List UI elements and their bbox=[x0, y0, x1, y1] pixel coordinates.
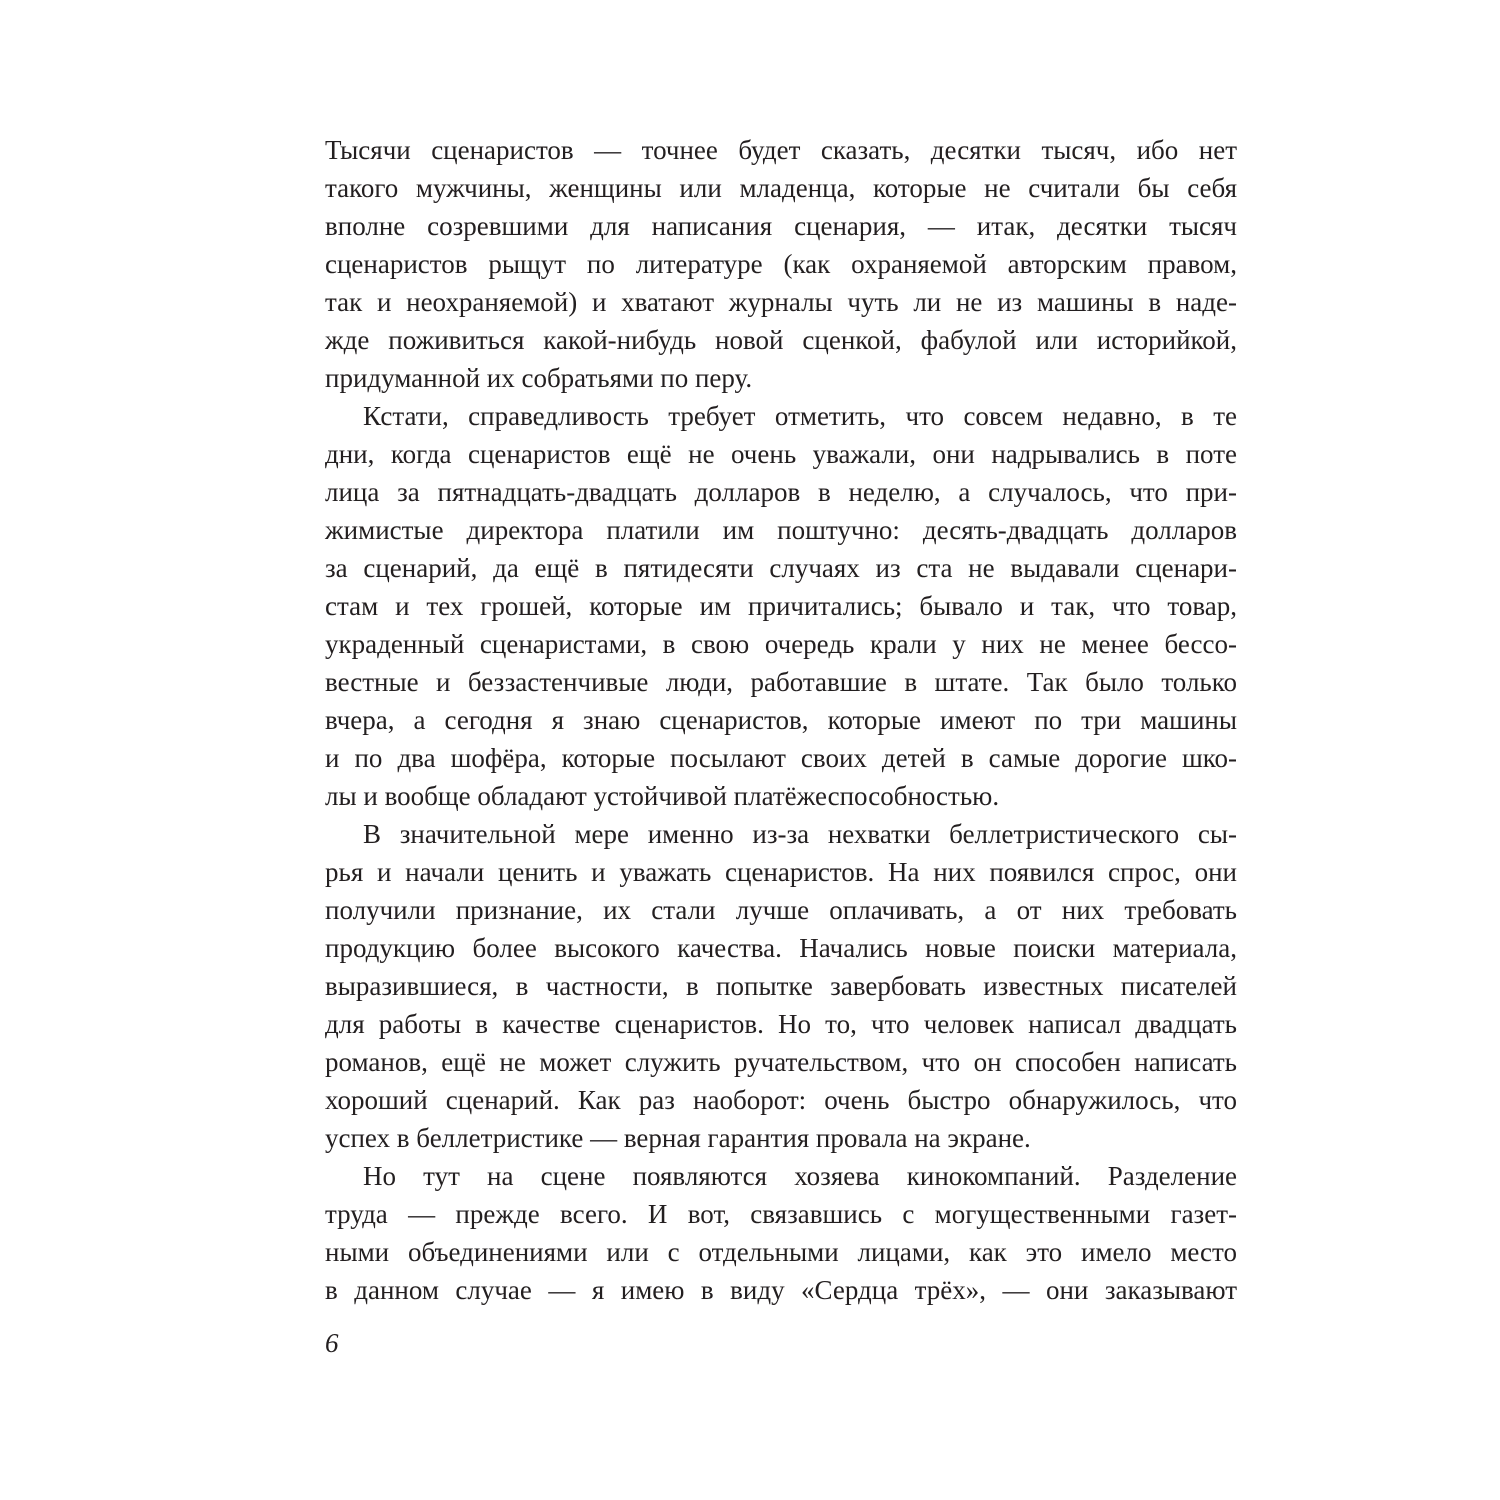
text-line: жде поживиться какой-нибудь новой сценкой, фабулой или историйкой, bbox=[325, 325, 1237, 355]
text-line: Тысячи сценаристов — точнее будет сказать, десятки тысяч, ибо нет bbox=[325, 135, 1237, 165]
text-line: придуманной их собратьями по перу. bbox=[325, 363, 753, 393]
text-line: В значительной мере именно из-за нехватки беллетристического сы- bbox=[363, 819, 1237, 849]
text-line: стам и тех грошей, которые им причитались; бывало и так, что товар, bbox=[325, 591, 1237, 621]
text-line: Но тут на сцене появляются хозяева кинокомпаний. Разделение bbox=[363, 1161, 1237, 1191]
body-text bbox=[325, 131, 1237, 1309]
text-line: ными объединениями или с отдельными лицами, как это имело место bbox=[325, 1237, 1237, 1267]
text-line: жимистые директора платили им поштучно: десять-двадцать долларов bbox=[325, 515, 1237, 545]
paragraph bbox=[325, 397, 1237, 815]
text-line: продукцию более высокого качества. Начались новые поиски материала, bbox=[325, 933, 1237, 963]
text-line: труда — прежде всего. И вот, связавшись с могущественными газет- bbox=[325, 1199, 1237, 1229]
paragraph bbox=[325, 815, 1237, 1157]
text-line: Кстати, справедливость требует отметить, что совсем недавно, в те bbox=[363, 401, 1237, 431]
text-line: за сценарий, да ещё в пятидесяти случаях из ста не выдавали сценари- bbox=[325, 553, 1237, 583]
text-line: хороший сценарий. Как раз наоборот: очень быстро обнаружилось, что bbox=[325, 1085, 1237, 1115]
text-line: украденный сценаристами, в свою очередь крали у них не менее бессо- bbox=[325, 629, 1237, 659]
text-line: вестные и беззастенчивые люди, работавшие в штате. Так было только bbox=[325, 667, 1237, 697]
paragraph bbox=[325, 1157, 1237, 1309]
text-line: лица за пятнадцать-двадцать долларов в неделю, а случалось, что при- bbox=[325, 477, 1237, 507]
text-line: так и неохраняемой) и хватают журналы чуть ли не из машины в наде- bbox=[325, 287, 1237, 317]
page-number: 6 bbox=[325, 1328, 339, 1358]
text-line: романов, ещё не может служить ручательством, что он способен написать bbox=[325, 1047, 1237, 1077]
text-line: для работы в качестве сценаристов. Но то, что человек написал двадцать bbox=[325, 1009, 1237, 1039]
text-line: и по два шофёра, которые посылают своих детей в самые дорогие шко- bbox=[325, 743, 1237, 773]
text-line: сценаристов рыщут по литературе (как охраняемой авторским правом, bbox=[325, 249, 1237, 279]
text-line: в данном случае — я имею в виду «Сердца трёх», — они заказывают bbox=[325, 1275, 1237, 1305]
paragraph bbox=[325, 131, 1237, 397]
text-line: получили признание, их стали лучше оплачивать, а от них требовать bbox=[325, 895, 1237, 925]
text-line: дни, когда сценаристов ещё не очень уважали, они надрывались в поте bbox=[325, 439, 1237, 469]
text-line: выразившиеся, в частности, в попытке завербовать известных писателей bbox=[325, 971, 1237, 1001]
text-line: такого мужчины, женщины или младенца, которые не считали бы себя bbox=[325, 173, 1237, 203]
text-line: вчера, а сегодня я знаю сценаристов, которые имеют по три машины bbox=[325, 705, 1237, 735]
text-line: вполне созревшими для написания сценария, — итак, десятки тысяч bbox=[325, 211, 1237, 241]
text-line: рья и начали ценить и уважать сценаристов. На них появился спрос, они bbox=[325, 857, 1237, 887]
text-line: лы и вообще обладают устойчивой платёжеспособностью. bbox=[325, 781, 1000, 811]
text-line: успех в беллетристике — верная гарантия провала на экране. bbox=[325, 1123, 1031, 1153]
